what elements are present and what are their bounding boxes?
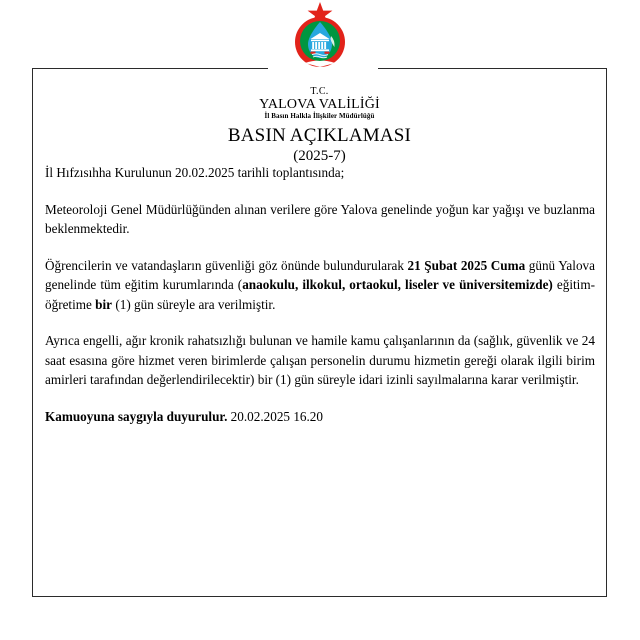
closure-date-bold: 21 Şubat 2025 Cuma	[407, 257, 526, 273]
heading-tc: T.C.	[310, 86, 329, 97]
document-body	[45, 163, 595, 426]
emblem-container	[0, 2, 640, 73]
announcement-number: (2025-7)	[293, 148, 346, 164]
closing-timestamp: 20.02.2025 16.20	[227, 408, 323, 424]
closure-text-part3: eğitim-öğretime	[45, 277, 595, 312]
paragraph-meeting-date: İl Hıfzısıhha Kurulunun 20.02.2025 tarihli toplantısında;	[45, 165, 345, 180]
paragraph-closing	[45, 407, 595, 427]
closure-institutions-bold: anaokulu, ilkokul, ortaokul, liseler ve üniversitemizde)	[242, 277, 553, 292]
yalova-valiligi-emblem-icon	[289, 2, 351, 68]
closing-statement-bold: Kamuoyuna saygıyla duyurulur.	[45, 408, 228, 424]
heading-department: İl Basın Halkla İlişkiler Müdürlüğü	[264, 112, 375, 120]
paragraph-school-closure	[45, 256, 595, 315]
document-heading	[32, 86, 607, 165]
heading-institution: YALOVA VALİLİĞİ	[259, 97, 380, 112]
closure-text-part1: Öğrencilerin ve vatandaşların güvenliği göz önünde bulundurularak	[45, 257, 408, 273]
paragraph-weather-forecast: Meteoroloji Genel Müdürlüğünden alınan verilere göre Yalova genelinde yoğun kar yağışı ve buzlanma beklenmektedir.	[45, 201, 595, 236]
paragraph-administrative-leave: Ayrıca engelli, ağır kronik rahatsızlığı bulunan ve hamile kamu çalışanlarının da (sağlık, güvenlik ve 24 saat esasına göre hizmet veren birimlerde çalışan personelin durumu hizmetin gereği olarak ilgili birim amirleri tarafından değerlendirilecektir) bir (1) gün süreyle idari izinli sayılmalarına karar verilmiştir.	[45, 333, 595, 387]
closure-duration-bold: bir	[95, 296, 113, 312]
closure-text-part4: (1) gün süreyle ara verilmiştir.	[112, 296, 276, 312]
closure-text-part2: günü Yalova genelinde tüm eğitim kurumlarında (	[45, 257, 595, 292]
page-title: BASIN AÇIKLAMASI	[227, 125, 412, 146]
